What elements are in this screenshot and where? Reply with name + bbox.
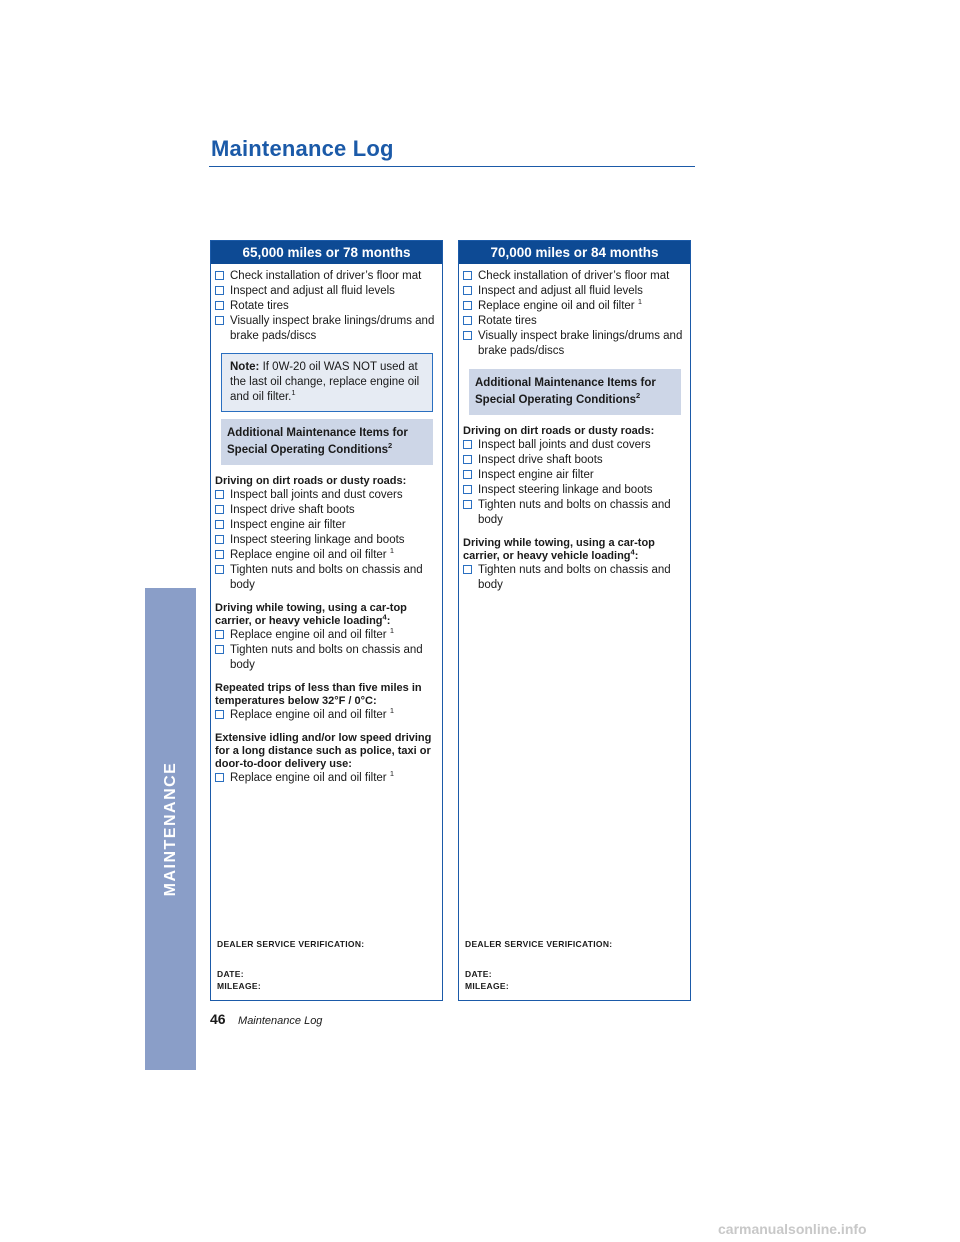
additional-items-box: Additional Maintenance Items for Special Operating Conditions$^2$ bbox=[469, 369, 681, 415]
checklist-item: Inspect steering linkage and boots bbox=[215, 533, 439, 548]
section-tab-label: MAINTENANCE bbox=[161, 761, 179, 897]
checkbox-icon[interactable] bbox=[215, 550, 224, 559]
checkbox-icon[interactable] bbox=[215, 520, 224, 529]
checklist-item: Inspect steering linkage and boots bbox=[463, 483, 687, 498]
checklist-item: Check installation of driver’s floor mat bbox=[463, 269, 687, 284]
checklist-item: Rotate tires bbox=[463, 314, 687, 329]
checkbox-icon[interactable] bbox=[463, 440, 472, 449]
checklist-item: Tighten nuts and bolts on chassis and body bbox=[463, 498, 687, 528]
checkbox-icon[interactable] bbox=[215, 301, 224, 310]
watermark: carmanualsonline.info bbox=[718, 1221, 867, 1237]
dealer-verification bbox=[217, 938, 364, 992]
note-label: Note: bbox=[230, 361, 260, 373]
checkbox-icon[interactable] bbox=[215, 535, 224, 544]
checkbox-icon[interactable] bbox=[463, 271, 472, 280]
checklist-item: Replace engine oil and oil filter $^1$ bbox=[215, 771, 439, 786]
checklist-item: Inspect ball joints and dust covers bbox=[215, 488, 439, 503]
page-title: Maintenance Log bbox=[211, 136, 394, 161]
checkbox-icon[interactable] bbox=[215, 505, 224, 514]
column-65000-miles bbox=[210, 240, 443, 1001]
checkbox-icon[interactable] bbox=[215, 710, 224, 719]
checkbox-icon[interactable] bbox=[463, 301, 472, 310]
mileage-label: MILEAGE: bbox=[217, 981, 261, 991]
checkbox-icon[interactable] bbox=[463, 331, 472, 340]
checkbox-icon[interactable] bbox=[463, 455, 472, 464]
checklist-item: Inspect and adjust all fluid levels bbox=[463, 284, 687, 299]
note-text: If 0W-20 oil WAS NOT used at the last oil change, replace engine oil and oil filter. bbox=[230, 361, 420, 403]
note-box: Note: If 0W-20 oil WAS NOT used at the last oil change, replace engine oil and oil filter.$^1$ bbox=[221, 353, 433, 412]
column-70000-miles bbox=[458, 240, 691, 1001]
verification-label: DEALER SERVICE VERIFICATION: bbox=[465, 939, 613, 949]
checklist-item: Tighten nuts and bolts on chassis and body bbox=[215, 563, 439, 593]
condition-heading: Driving on dirt roads or dusty roads: bbox=[463, 425, 655, 437]
title-rule bbox=[209, 166, 695, 167]
condition-heading: Extensive idling and/or low speed driving for a long distance such as police, taxi or door-to-door delivery use: bbox=[215, 732, 432, 770]
checklist-item: Replace engine oil and oil filter $^1$ bbox=[215, 628, 439, 643]
checkbox-icon[interactable] bbox=[215, 316, 224, 325]
mileage-label: MILEAGE: bbox=[465, 981, 509, 991]
checklist-item: Inspect drive shaft boots bbox=[215, 503, 439, 518]
checkbox-icon[interactable] bbox=[215, 271, 224, 280]
checklist-item: Inspect ball joints and dust covers bbox=[463, 438, 687, 453]
checklist-item: Rotate tires bbox=[215, 299, 439, 314]
column-header: 65,000 miles or 78 months bbox=[211, 241, 442, 264]
checkbox-icon[interactable] bbox=[215, 490, 224, 499]
checkbox-icon[interactable] bbox=[215, 630, 224, 639]
checkbox-icon[interactable] bbox=[215, 645, 224, 654]
checkbox-icon[interactable] bbox=[463, 286, 472, 295]
date-label: DATE: bbox=[465, 969, 492, 979]
footer-label: Maintenance Log bbox=[238, 1015, 323, 1027]
condition-heading: Driving while towing, using a car-top carrier, or heavy vehicle loading$^4$: bbox=[215, 602, 407, 627]
checkbox-icon[interactable] bbox=[463, 470, 472, 479]
verification-label: DEALER SERVICE VERIFICATION: bbox=[217, 939, 365, 949]
checklist-item: Check installation of driver’s floor mat bbox=[215, 269, 439, 284]
checkbox-icon[interactable] bbox=[463, 500, 472, 509]
dealer-verification bbox=[465, 938, 612, 992]
checklist-item: Replace engine oil and oil filter $^1$ bbox=[463, 299, 687, 314]
page-number: 46 bbox=[210, 1011, 226, 1027]
checklist-item: Inspect engine air filter bbox=[215, 518, 439, 533]
checkbox-icon[interactable] bbox=[463, 565, 472, 574]
checklist-item: Replace engine oil and oil filter $^1$ bbox=[215, 708, 439, 723]
checkbox-icon[interactable] bbox=[463, 316, 472, 325]
condition-heading: Repeated trips of less than five miles in temperatures below 32°F / 0°C: bbox=[215, 682, 422, 707]
checkbox-icon[interactable] bbox=[215, 565, 224, 574]
checklist-item: Replace engine oil and oil filter $^1$ bbox=[215, 548, 439, 563]
checklist-item: Visually inspect brake linings/drums and brake pads/discs bbox=[463, 329, 687, 359]
checklist-item: Visually inspect brake linings/drums and brake pads/discs bbox=[215, 314, 439, 344]
additional-items-box: Additional Maintenance Items for Special Operating Conditions$^2$ bbox=[221, 419, 433, 465]
checklist-item: Tighten nuts and bolts on chassis and body bbox=[463, 563, 687, 593]
checklist-item: Inspect and adjust all fluid levels bbox=[215, 284, 439, 299]
checkbox-icon[interactable] bbox=[215, 286, 224, 295]
date-label: DATE: bbox=[217, 969, 244, 979]
checklist-item: Tighten nuts and bolts on chassis and body bbox=[215, 643, 439, 673]
page-footer bbox=[210, 1011, 322, 1029]
checklist-item: Inspect engine air filter bbox=[463, 468, 687, 483]
section-tab bbox=[145, 588, 196, 1070]
checkbox-icon[interactable] bbox=[463, 485, 472, 494]
checkbox-icon[interactable] bbox=[215, 773, 224, 782]
condition-heading: Driving while towing, using a car-top carrier, or heavy vehicle loading$^4$: bbox=[463, 537, 655, 562]
checklist-item: Inspect drive shaft boots bbox=[463, 453, 687, 468]
column-header: 70,000 miles or 84 months bbox=[459, 241, 690, 264]
condition-heading: Driving on dirt roads or dusty roads: bbox=[215, 475, 407, 487]
